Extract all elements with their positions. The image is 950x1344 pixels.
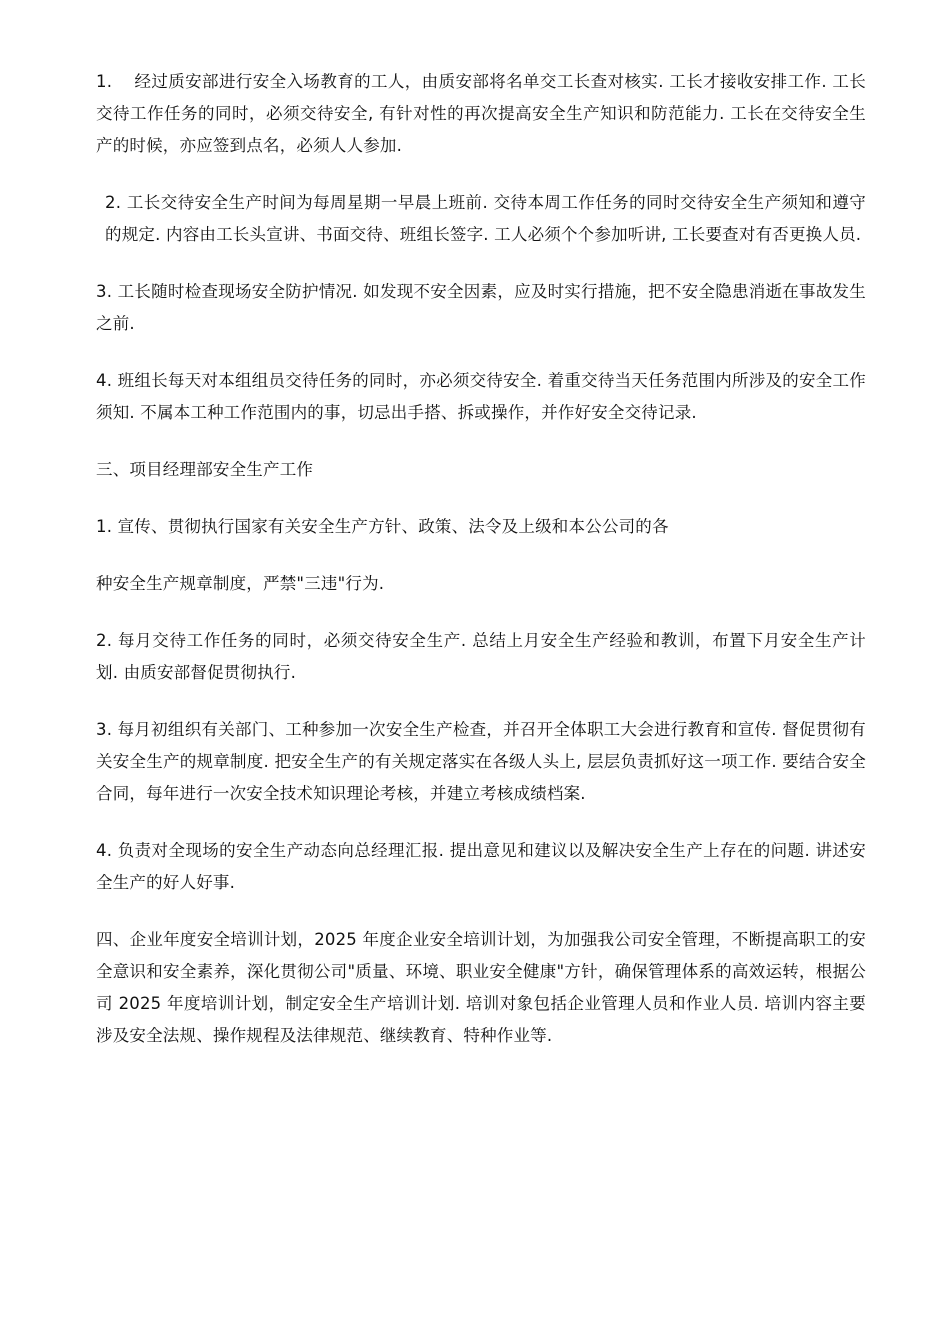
- document-page: [96, 66, 866, 1077]
- paragraph-4: 4. 班组长每天对本组组员交待任务的同时，亦必须交待安全. 着重交待当天任务范围内所涉及的安全工作须知. 不属本工种工作范围内的事，切忌出手搭、拆或操作，并作好安全交待记录.: [96, 371, 866, 422]
- paragraph-9: 4. 负责对全现场的安全生产动态向总经理汇报. 提出意见和建议以及解决安全生产上存在的问题. 讲述安全生产的好人好事.: [96, 841, 866, 892]
- section-heading-4: 四、企业年度安全培训计划，2025 年度企业安全培训计划，为加强我公司安全管理，不断提高职工的安全意识和安全素养，深化贯彻公司"质量、环境、职业安全健康"方针，确保管理体系的高效运转，根据公司 2025 年度培训计划，制定安全生产培训计划. 培训对象包括企业管理人员和作业人员. 培训内容主要涉及安全法规、操作规程及法律规范、继续教育、特种作业等.: [96, 930, 866, 1045]
- paragraph-7: 2. 每月交待工作任务的同时，必须交待安全生产. 总结上月安全生产经验和教训，布置下月安全生产计划. 由质安部督促贯彻执行.: [96, 631, 866, 682]
- section-heading-3: 三、项目经理部安全生产工作: [96, 460, 314, 479]
- paragraph-6: 种安全生产规章制度，严禁"三违"行为.: [96, 574, 385, 593]
- paragraph-3: 3. 工长随时检查现场安全防护情况. 如发现不安全因素，应及时实行措施，把不安全隐患消逝在事故发生之前.: [96, 282, 866, 333]
- paragraph-5: 1. 宣传、贯彻执行国家有关安全生产方针、政策、法令及上级和本公公司的各: [96, 517, 669, 536]
- paragraph-8: 3. 每月初组织有关部门、工种参加一次安全生产检查，并召开全体职工大会进行教育和宣传. 督促贯彻有关安全生产的规章制度. 把安全生产的有关规定落实在各级人头上, 层层负责抓好这一项工作. 要结合安全合同，每年进行一次安全技术知识理论考核，并建立考核成绩档案.: [96, 720, 866, 803]
- paragraph-1: 1. 经过质安部进行安全入场教育的工人，由质安部将名单交工长查对核实. 工长才接收安排工作. 工长交待工作任务的同时，必须交待安全, 有针对性的再次提高安全生产知识和防范能力. 工长在交待安全生产的时候，亦应签到点名，必须人人参加.: [96, 72, 866, 155]
- paragraph-2: 2. 工长交待安全生产时间为每周星期一早晨上班前. 交待本周工作任务的同时交待安全生产须知和遵守的规定. 内容由工长头宣讲、书面交待、班组长签字. 工人必须个个参加听讲, 工长要查对有否更换人员.: [105, 193, 866, 244]
